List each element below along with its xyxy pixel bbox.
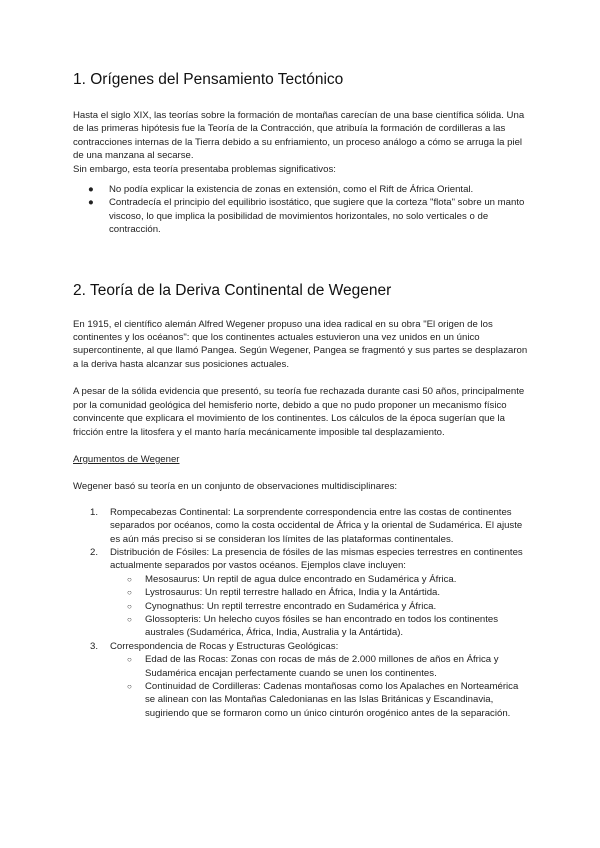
list-item: 2. Distribución de Fósiles: La presencia de fósiles de las mismas especies terrestres en continentes actualmente separados por vastos océanos. Ejemplos clave incluyen: (90, 546, 523, 572)
list-item: 3. Correspondencia de Rocas y Estructuras Geológicas: (90, 640, 339, 652)
list-item: ○ Lystrosaurus: Un reptil terrestre hallado en África, India y la Antártida. (127, 587, 441, 599)
list-item: ○ Continuidad de Cordilleras: Cadenas montañosas como los Apalaches en Norteamérica se alinean con las Montañas Caledonianas en las Islas Británicas y Escandinavia, sugiriendo que se formaron como un único cinturón orogénico antes de la separación. (127, 681, 519, 719)
bullet-icon: ● (88, 184, 94, 196)
list-item: ○ Glossopteris: Un helecho cuyos fósiles se han encontrado en todos los continentes australes (Sudamérica, África, India, Australia y la Antártida). (127, 613, 499, 639)
section2-para2: A pesar de la sólida evidencia que presentó, su teoría fue rechazada durante casi 50 años, principalmente por la comunidad geológica del hemisferio norte, debido a que no pudo proponer un mecanismo físico convincente que explicara el movimiento de los continentes. Los cálculos de la época sugerían que la fricción entre la litosfera y el manto haría mecánicamente imposible tal desplazamiento. (73, 386, 525, 438)
circle-bullet-icon: ○ (127, 682, 132, 691)
arguments-lead: Wegener basó su teoría en un conjunto de observaciones multidisciplinares: (73, 481, 398, 493)
arguments-list-cont (73, 640, 528, 653)
list-item: 1. Rompecabezas Continental: La sorprendente correspondencia entre las costas de continentes separados por océanos, como la costa occidental de África y la oriental de Sudamérica. El ajuste es aún más preciso si se consideran los límites de las plataformas continentales. (90, 506, 523, 545)
circle-bullet-icon: ○ (127, 574, 132, 584)
list-item: ● Contradecía el principio del equilibrio isostático, que sugiere que la corteza "flota" sobre un manto viscoso, lo que implica la posibilidad de movimientos horizontales, no solo verticales o de contracción. (88, 197, 525, 236)
list-item: ○ Mesosaurus: Un reptil de agua dulce encontrado en Sudamérica y África. (127, 573, 457, 585)
list-number: 2. (90, 546, 99, 558)
list-number: 3. (90, 640, 99, 652)
section2-para1: En 1915, el científico alemán Alfred Wegener propuso una idea radical en su obra "El origen de los continentes y los océanos": que los continentes actuales estuvieron una vez unidos en un único supercontinente, al que llamó Pangea. Según Wegener, Pangea se fragmentó y sus partes se desplazaron a la deriva hasta alcanzar sus posiciones actuales. (73, 318, 528, 370)
list-number: 1. (90, 506, 99, 518)
arguments-list (73, 506, 528, 573)
circle-bullet-icon: ○ (127, 655, 132, 665)
problems-list (73, 183, 528, 237)
section1-lead: Sin embargo, esta teoría presentaba problemas significativos: (73, 163, 336, 175)
section1-intro: Hasta el siglo XIX, las teorías sobre la formación de montañas carecían de una base científica sólida. Una de las primeras hipótesis fue la Teoría de la Contracción, que atribuía la formación de cordilleras a las contracciones internas de la Tierra debido a su enfriamiento, un proceso análogo a cómo se arruga la piel de una manzana al secarse. (73, 110, 525, 162)
section2-title: 2. Teoría de la Deriva Continental de Wegener (73, 281, 392, 299)
list-item: ○ Edad de las Rocas: Zonas con rocas de más de 2.000 millones de años en África y Sudamérica encajan perfectamente cuando se unen los continentes. (127, 654, 499, 679)
bullet-icon: ● (88, 197, 94, 209)
circle-bullet-icon: ○ (127, 614, 132, 624)
list-item: ● No podía explicar la existencia de zonas en extensión, como el Rift de África Oriental. (88, 184, 474, 196)
section1-title: 1. Orígenes del Pensamiento Tectónico (73, 71, 344, 88)
circle-bullet-icon: ○ (127, 601, 132, 611)
arguments-subheading: Argumentos de Wegener (73, 453, 180, 465)
circle-bullet-icon: ○ (127, 588, 132, 598)
list-item: ○ Cynognathus: Un reptil terrestre encontrado en Sudamérica y África. (127, 600, 437, 612)
rocks-list (73, 653, 528, 720)
fossils-list (73, 573, 528, 640)
